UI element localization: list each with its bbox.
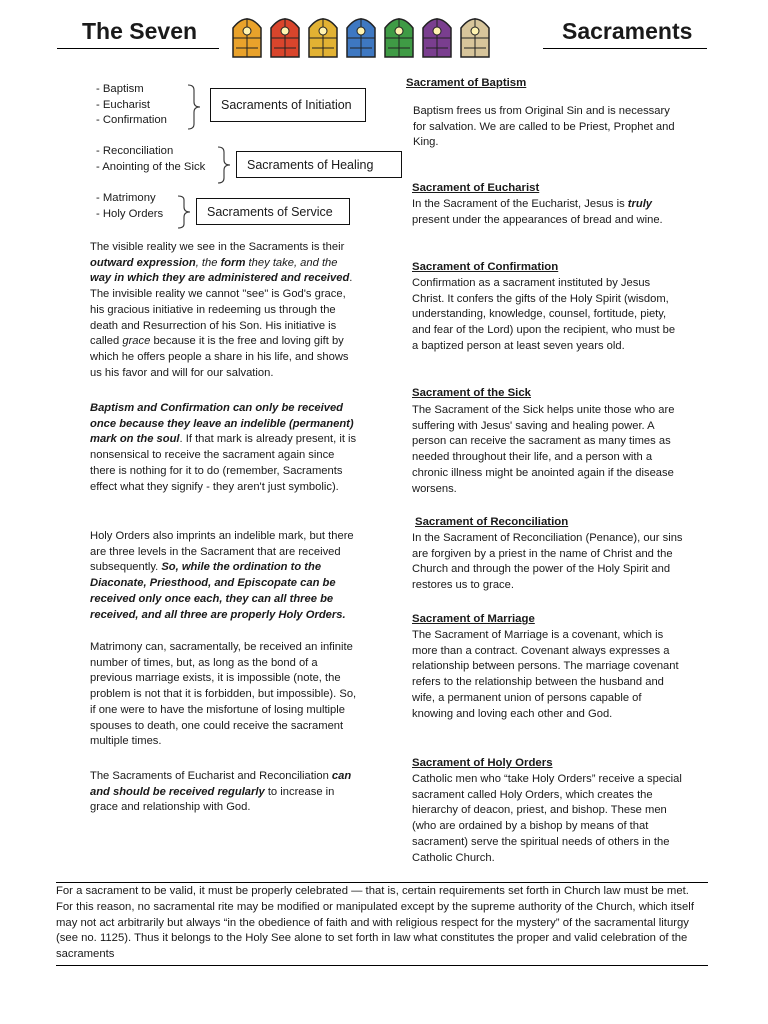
stained-glass-window-2 (270, 14, 300, 58)
text-run: So, while the ordination to the Diaconate, Priesthood, and Episcopate can be received only once each, they can all three be received, and all three are properly Holy Orders. (90, 561, 346, 621)
text-run: to increase in grace and relationship with God. (90, 785, 335, 814)
heading-reconciliation: Sacrament of Reconciliation (415, 516, 569, 528)
list-item: - Confirmation (96, 114, 167, 127)
paragraph-holy-orders-right: Catholic men who “take Holy Orders” receive a special sacrament called Holy Orders, which creates the hierarchy of deacon, priest, and bishop. These men (who are ordained by a bishop by means of that sacrament) serve the spiritual needs of others in the Catholic Church. (412, 773, 682, 864)
paragraph-holy-orders (90, 529, 360, 623)
list-item: - Anointing of the Sick (96, 160, 206, 173)
text-run: because it is the free and loving gift by which he offers people a share in his life, and shows us his favor and will for our salvation. (90, 335, 349, 379)
heading-sick: Sacrament of the Sick (412, 387, 532, 399)
stained-glass-window-4 (346, 14, 376, 58)
text-run: , the (195, 256, 221, 269)
text-run: Baptism and Confirmation can only be received once because they leave an indelible (permanent) mark on the soul (90, 402, 354, 446)
footer-bottom-rule (56, 965, 708, 966)
paragraph-reconciliation: In the Sacrament of Reconciliation (Penance), our sins are forgiven by a priest in the name of Christ and the Church and through the power of the Holy Spirit and restores us to grace. (412, 532, 683, 592)
text-run: The Sacraments of Eucharist and Reconciliation (90, 770, 332, 782)
stained-glass-window-5 (384, 14, 414, 58)
text-run: form (220, 256, 246, 269)
service-list (96, 191, 163, 222)
paragraph-confirmation: Confirmation as a sacrament instituted by Jesus Christ. It confers the gifts of the Holy Spirit (wisdom, understanding, knowledge, counsel, fortitude, piety, and fear of the Lord) upon the recipient, who must be a baptized person at least seven years old. (412, 277, 676, 352)
text-run: grace (122, 335, 151, 348)
footer-top-rule (56, 882, 708, 883)
paragraph-sacraments-reality (90, 240, 360, 381)
text-run: The visible reality we see in the Sacraments is their (90, 241, 345, 253)
text-run: present under the appearances of bread and wine. (412, 213, 663, 226)
text-run: outward expression (90, 256, 196, 269)
title-left: The Seven (82, 18, 198, 44)
text-run: they take, and the (245, 256, 338, 269)
initiation-list (96, 82, 167, 129)
heading-holy-orders: Sacrament of Holy Orders (412, 757, 553, 769)
footer-note: For a sacrament to be valid, it must be properly celebrated — that is, certain requirements set forth in Church law must be met. For this reason, no sacramental rite may be modified or manipulated except by the supreme authority of the Church, which itself may not act arbitrarily but always “in the obedience of faith and with religious respect for the mystery” of the sacramental liturgy (see no. 1125). Thus it belongs to the Holy See alone to set forth in law what constitutes the proper and valid celebration of the sacraments (56, 885, 694, 961)
text-run: . If that mark is already present, it is nonsensical to receive the sacrament again since there is nothing for it to do (remember, Sacraments effect what they signify - they aren't just symbolic). (90, 433, 357, 493)
initiation-box: Sacraments of Initiation (210, 88, 366, 122)
paragraph-indelible-mark (90, 401, 360, 495)
heading-marriage: Sacrament of Marriage (412, 613, 535, 625)
service-box: Sacraments of Service (196, 198, 350, 225)
list-item: - Reconciliation (96, 145, 174, 157)
text-run: truly (627, 198, 653, 210)
paragraph-matrimony: Matrimony can, sacramentally, be received an infinite number of times, but, as long as the bond of a previous marriage exists, it is impossible (note, the problem is not that it is forbidden, but impossible). So, if one were to have the misfortune of losing multiple spouses to death, one could receive the sacrament multiple times. (90, 641, 357, 748)
healing-box: Sacraments of Healing (236, 151, 402, 178)
stained-glass-window-6 (422, 14, 452, 58)
stained-glass-windows (232, 14, 490, 58)
paragraph-eucharist (412, 197, 684, 228)
healing-list (96, 144, 205, 175)
paragraph-eucharist-reconciliation (90, 769, 360, 816)
text-run: way in which they are administered and received (90, 272, 350, 285)
text-run: . The invisible reality we cannot "see" is God's grace, his gracious initiative in redeeming us through the death and Resurrection of his Son. His initiative is called (90, 272, 353, 348)
service-brace (176, 195, 192, 229)
paragraph-marriage: The Sacrament of Marriage is a covenant, which is more than a contract. Covenant always expresses a relationship between persons. The marriage covenant refers to the relationship between the husband and wife, a permanent union of persons capable of knowing and loving each other and God. (412, 629, 679, 720)
list-item: - Holy Orders (96, 207, 164, 220)
list-item: - Eucharist (96, 98, 150, 111)
paragraph-baptism: Baptism frees us from Original Sin and is necessary for salvation. We are called to be Priest, Prophet and King. (413, 105, 675, 149)
heading-baptism: Sacrament of Baptism (406, 77, 527, 89)
heading-confirmation: Sacrament of Confirmation (412, 261, 559, 273)
stained-glass-window-3 (308, 14, 338, 58)
text-run: In the Sacrament of the Eucharist, Jesus is (412, 198, 628, 210)
stained-glass-window-1 (232, 14, 262, 58)
stained-glass-window-7 (460, 14, 490, 58)
text-run: can and should be received regularly (90, 770, 352, 798)
title-right: Sacraments (562, 18, 693, 44)
heading-eucharist: Sacrament of Eucharist (412, 182, 540, 194)
list-item: - Matrimony (96, 192, 156, 204)
title-left-rule (57, 48, 219, 49)
initiation-brace (186, 84, 202, 130)
healing-brace (216, 146, 232, 184)
paragraph-sick: The Sacrament of the Sick helps unite those who are suffering with Jesus' saving and healing power. A person can receive the sacrament as many times as needed throughout their life, and a person with a chronic illness might be anointed again if the disease worsens. (412, 404, 675, 495)
list-item: - Baptism (96, 83, 144, 95)
title-right-rule (543, 48, 707, 49)
text-run: Holy Orders also imprints an indelible mark, but there are three levels in the Sacrament that are received subsequently. (90, 530, 354, 574)
